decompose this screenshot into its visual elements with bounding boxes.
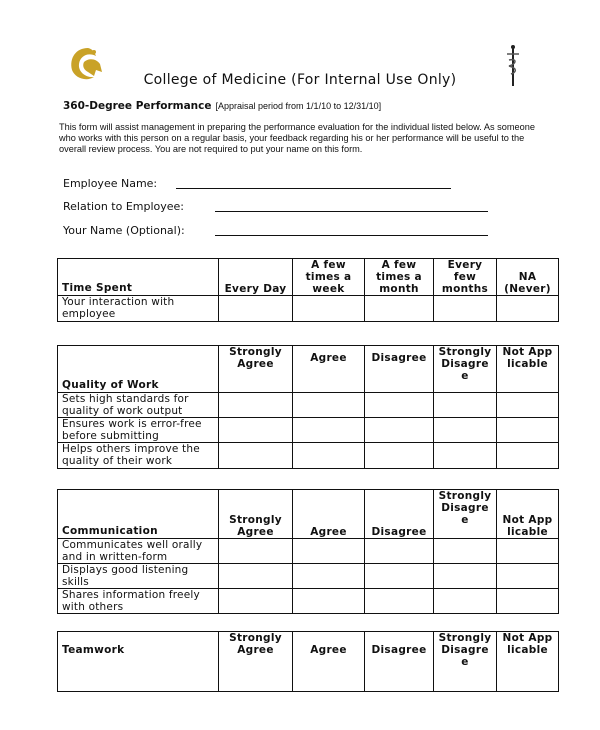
column-header: A few times a week: [293, 259, 365, 296]
column-header: Not Applicable: [497, 632, 559, 692]
your-name-field[interactable]: [215, 235, 488, 236]
rating-cell[interactable]: [293, 539, 365, 564]
rating-cell[interactable]: [497, 296, 559, 322]
rating-cell[interactable]: [434, 564, 497, 589]
form-name: 360-Degree Performance: [63, 100, 212, 112]
row-label: Sets high standards for quality of work output: [58, 393, 219, 418]
table-title: Time Spent: [58, 259, 219, 296]
rating-cell[interactable]: [219, 443, 293, 469]
table-row: [58, 393, 559, 418]
table-row: [58, 443, 559, 469]
rating-cell[interactable]: [293, 564, 365, 589]
rating-cell[interactable]: [497, 393, 559, 418]
table-row: [58, 564, 559, 589]
column-header: Not Applicable: [497, 346, 559, 393]
communication-table: [57, 489, 559, 614]
rating-cell[interactable]: [219, 296, 293, 322]
rating-cell[interactable]: [434, 539, 497, 564]
column-header: A few times a month: [365, 259, 434, 296]
rating-cell[interactable]: [365, 393, 434, 418]
table-title: Quality of Work: [58, 346, 219, 393]
form-subtitle: [63, 100, 381, 112]
rating-cell[interactable]: [293, 443, 365, 469]
rating-cell[interactable]: [219, 393, 293, 418]
rating-cell[interactable]: [365, 589, 434, 614]
rating-cell[interactable]: [293, 393, 365, 418]
table-title: Teamwork: [58, 632, 219, 692]
rating-cell[interactable]: [434, 443, 497, 469]
row-label: Shares information freely with others: [58, 589, 219, 614]
column-header: Disagree: [365, 632, 434, 692]
intro-paragraph: This form will assist management in preparing the performance evaluation for the individual listed below. As someone who works with this person on a regular basis, your feedback regarding his or her performance will be useful to the overall review process. You are not required to put your name on this form.: [59, 122, 535, 154]
page-title: College of Medicine (For Internal Use Only): [143, 72, 457, 88]
rating-cell[interactable]: [219, 564, 293, 589]
column-header: Agree: [293, 490, 365, 539]
table-row: [58, 589, 559, 614]
row-label: Communicates well orally and in written-form: [58, 539, 219, 564]
table-row: [58, 539, 559, 564]
rating-cell[interactable]: [293, 589, 365, 614]
rating-cell[interactable]: [219, 418, 293, 443]
column-header: Every Day: [219, 259, 293, 296]
appraisal-period: [Appraisal period from 1/1/10 to 12/31/10]: [215, 101, 382, 111]
column-header: Every few months: [434, 259, 497, 296]
teamwork-table: [57, 631, 559, 692]
row-label: Displays good listening skills: [58, 564, 219, 589]
column-header: Not Applicable: [497, 490, 559, 539]
rating-cell[interactable]: [434, 393, 497, 418]
row-label: Helps others improve the quality of their work: [58, 443, 219, 469]
column-header: Strongly Agree: [219, 632, 293, 692]
rating-cell[interactable]: [365, 296, 434, 322]
rating-cell[interactable]: [219, 539, 293, 564]
rating-cell[interactable]: [497, 443, 559, 469]
quality-of-work-table: [57, 345, 559, 469]
rating-cell[interactable]: [497, 564, 559, 589]
rating-cell[interactable]: [434, 418, 497, 443]
row-label: Your interaction with employee: [58, 296, 219, 322]
table-row: [58, 296, 559, 322]
column-header: Disagree: [365, 346, 434, 393]
column-header: Strongly Disagree: [434, 346, 497, 393]
row-label: Ensures work is error-free before submitting: [58, 418, 219, 443]
relation-label: Relation to Employee:: [63, 200, 185, 213]
relation-field[interactable]: [215, 211, 488, 212]
column-header: Strongly Agree: [219, 490, 293, 539]
rating-cell[interactable]: [293, 296, 365, 322]
column-header: Strongly Disagree: [434, 490, 497, 539]
time-spent-table: [57, 258, 559, 322]
column-header: Agree: [293, 632, 365, 692]
your-name-label: Your Name (Optional):: [63, 224, 185, 237]
rating-cell[interactable]: [497, 418, 559, 443]
column-header: Agree: [293, 346, 365, 393]
rating-cell[interactable]: [497, 589, 559, 614]
rating-cell[interactable]: [434, 296, 497, 322]
column-header: NA (Never): [497, 259, 559, 296]
column-header: Strongly Disagree: [434, 632, 497, 692]
rating-cell[interactable]: [497, 539, 559, 564]
employee-name-label: Employee Name:: [63, 177, 158, 190]
rating-cell[interactable]: [219, 589, 293, 614]
rating-cell[interactable]: [434, 589, 497, 614]
column-header: Strongly Agree: [219, 346, 293, 393]
table-row: [58, 418, 559, 443]
rating-cell[interactable]: [365, 418, 434, 443]
rating-cell[interactable]: [365, 443, 434, 469]
column-header: Disagree: [365, 490, 434, 539]
table-title: Communication: [58, 490, 219, 539]
employee-name-field[interactable]: [176, 188, 451, 189]
rating-cell[interactable]: [293, 418, 365, 443]
rating-cell[interactable]: [365, 539, 434, 564]
rating-cell[interactable]: [365, 564, 434, 589]
